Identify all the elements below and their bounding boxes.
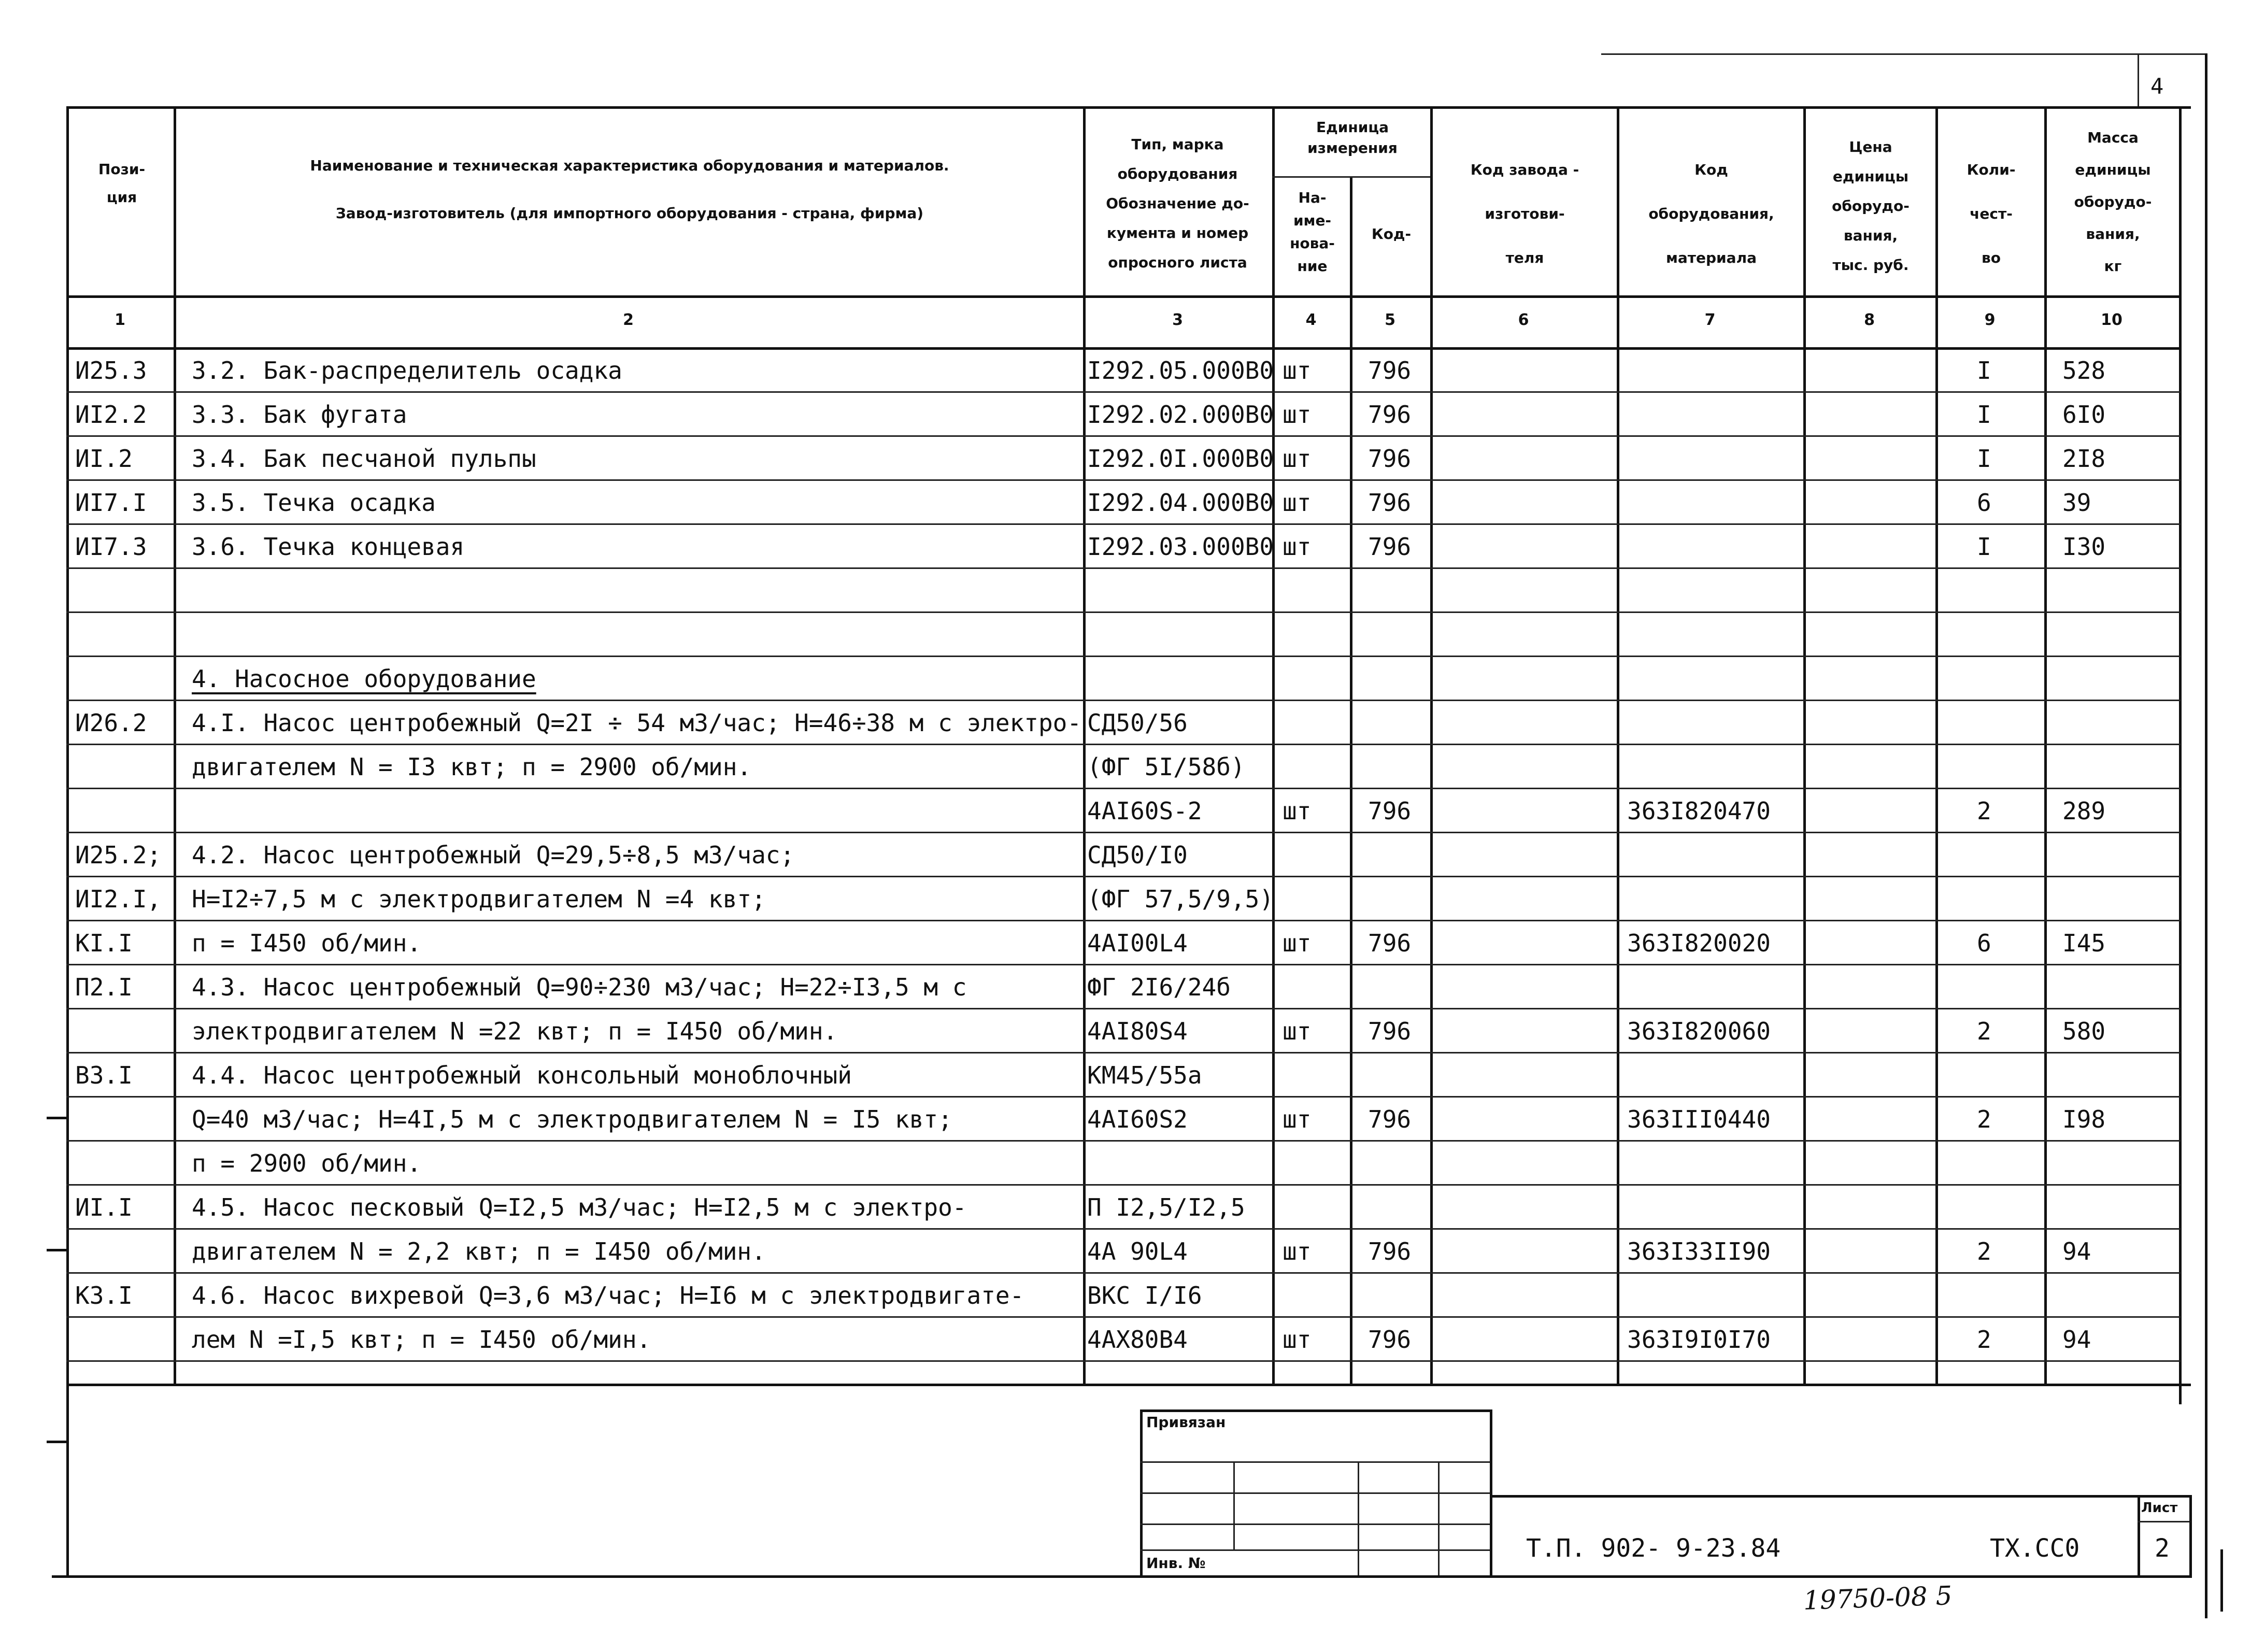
sheet-number: 2 xyxy=(2155,1534,2170,1563)
row-mass: 580 xyxy=(2062,1017,2106,1045)
row-line xyxy=(66,391,2181,393)
row-code: 796 xyxy=(1368,489,1412,517)
sheet-label: Лист xyxy=(2141,1500,2178,1516)
row-code: 796 xyxy=(1368,1017,1412,1045)
row-code: 796 xyxy=(1368,1105,1412,1133)
row-type: I292.05.000В0 xyxy=(1087,357,1274,384)
row-line xyxy=(66,611,2181,613)
row-line xyxy=(66,832,2181,833)
row-pos: ИI7.3 xyxy=(75,533,147,561)
row-line xyxy=(66,435,2181,437)
colnum-2: 2 xyxy=(623,311,634,329)
unit-group-line xyxy=(1272,176,1430,178)
stamp-top-line xyxy=(1140,1409,1492,1412)
row-line xyxy=(66,479,2181,481)
table-inner-right-line xyxy=(2179,106,2182,1404)
row-pos: ИI.2 xyxy=(75,445,133,473)
row-unit: шт xyxy=(1283,357,1312,384)
row-type: 4АI60S2 xyxy=(1087,1105,1188,1133)
stamp-col-line xyxy=(1438,1461,1440,1575)
colnum-3: 3 xyxy=(1172,311,1183,329)
header-type: Тип, марка оборудования Обозначение до- кумента и номер опросного листа xyxy=(1106,136,1249,271)
colnum-1: 1 xyxy=(115,311,125,329)
row-mass: 6I0 xyxy=(2062,401,2106,429)
header-bottom-line xyxy=(66,295,2181,298)
row-type: (ФГ 5I/58б) xyxy=(1087,753,1245,781)
row-line xyxy=(66,1184,2181,1186)
row-code: 796 xyxy=(1368,1326,1412,1354)
row-pos: КI.I xyxy=(75,929,133,957)
row-pos: И25.3 xyxy=(75,357,147,384)
colnum-4: 4 xyxy=(1305,311,1317,329)
table-top-line xyxy=(66,106,2191,109)
table-bottom-line xyxy=(66,1384,2191,1386)
row-qty: 6 xyxy=(1977,929,1991,957)
row-name: 3.3. Бак фугата xyxy=(192,401,407,429)
row-line xyxy=(66,1272,2181,1274)
row-type: П I2,5/I2,5 xyxy=(1087,1193,1245,1221)
row-qty: I xyxy=(1977,445,1991,473)
row-type: I292.02.000В0 xyxy=(1087,401,1274,429)
row-name: 3.6. Течка концевая xyxy=(192,533,465,561)
row-name: 4.3. Насос центробежный Q=90÷230 м3/час; Н=22÷I3,5 м с xyxy=(192,973,967,1001)
row-type: ВКС I/I6 xyxy=(1087,1281,1202,1309)
header-pos: Пози- ция xyxy=(98,161,146,206)
row-pos: ИI2.I, xyxy=(75,885,162,913)
col-line-4 xyxy=(1350,176,1352,1384)
row-pos: В3.I xyxy=(75,1061,133,1089)
stamp-row-line xyxy=(1140,1461,1490,1463)
row-type: 4АI60S-2 xyxy=(1087,797,1202,825)
row-name: двигателем N = I3 квт; п = 2900 об/мин. xyxy=(192,753,752,781)
row-code: 796 xyxy=(1368,1237,1412,1265)
colnum-7: 7 xyxy=(1704,311,1716,329)
row-name: двигателем N = 2,2 квт; п = I450 об/мин. xyxy=(192,1237,766,1265)
row-code: 796 xyxy=(1368,357,1412,384)
row-line xyxy=(66,1316,2181,1318)
row-eq: 363I820060 xyxy=(1627,1017,1771,1045)
inv-label: Инв. № xyxy=(1146,1555,1206,1572)
row-unit: шт xyxy=(1283,797,1312,825)
corner-box-line xyxy=(2138,53,2139,109)
row-line xyxy=(66,920,2181,921)
row-name: 4.I. Насос центробежный Q=2I ÷ 54 м3/час; Н=46÷38 м с электро- xyxy=(192,709,1082,737)
row-code: 796 xyxy=(1368,401,1412,429)
row-line xyxy=(66,523,2181,525)
row-name: п = I450 об/мин. xyxy=(192,929,422,957)
row-line xyxy=(66,1360,2181,1362)
row-pos: ИI2.2 xyxy=(75,401,147,429)
row-type: 4АI80S4 xyxy=(1087,1017,1188,1045)
row-qty: I xyxy=(1977,357,1991,384)
row-eq: 363I9I0I70 xyxy=(1627,1326,1771,1354)
row-type: СД50/56 xyxy=(1087,709,1188,737)
stamp-col-line xyxy=(1358,1461,1359,1575)
row-eq: 363I33II90 xyxy=(1627,1237,1771,1265)
row-name: 3.2. Бак-распределитель осадка xyxy=(192,357,622,384)
row-code: 796 xyxy=(1368,533,1412,561)
row-line xyxy=(66,788,2181,789)
row-unit: шт xyxy=(1283,445,1312,473)
row-unit: шт xyxy=(1283,1017,1312,1045)
margin-tick xyxy=(47,1117,66,1119)
header-name-line1: Наименование и техническая характеристика оборудования и материалов. xyxy=(310,157,949,174)
row-line xyxy=(66,1008,2181,1009)
right-frame-line xyxy=(2205,53,2207,1618)
stamp-divider-line xyxy=(1490,1409,1492,1575)
colnum-10: 10 xyxy=(2101,311,2122,329)
row-type: 4АХ80В4 xyxy=(1087,1326,1188,1354)
row-qty: 2 xyxy=(1977,1105,1991,1133)
colnum-8: 8 xyxy=(1864,311,1875,329)
row-qty: I xyxy=(1977,401,1991,429)
row-type: ФГ 2I6/24б xyxy=(1087,973,1231,1001)
colnum-9: 9 xyxy=(1984,311,1996,329)
header-unit-group: Единица измерения xyxy=(1307,119,1398,156)
row-line xyxy=(66,876,2181,877)
row-name: 4.4. Насос центробежный консольный моноблочный xyxy=(192,1061,852,1089)
header-unit-code: Код- xyxy=(1371,225,1412,243)
row-qty: 6 xyxy=(1977,489,1991,517)
top-frame-line xyxy=(1601,53,2205,55)
margin-tick xyxy=(47,1441,66,1443)
right-margin-mark xyxy=(2220,1549,2223,1612)
row-name: лем N =I,5 квт; п = I450 об/мин. xyxy=(192,1326,651,1354)
section-heading: 4. Насосное оборудование xyxy=(192,665,536,693)
row-pos: ИI7.I xyxy=(75,489,147,517)
doc-number: Т.П. 902- 9-23.84 xyxy=(1526,1534,1781,1563)
row-type: I292.04.000В0 xyxy=(1087,489,1274,517)
row-pos: К3.I xyxy=(75,1281,133,1309)
row-mass: 39 xyxy=(2062,489,2091,517)
row-line xyxy=(66,567,2181,569)
page-corner-number: 4 xyxy=(2150,74,2164,99)
row-qty: 2 xyxy=(1977,1017,1991,1045)
row-type: КМ45/55а xyxy=(1087,1061,1202,1089)
row-mass: 94 xyxy=(2062,1326,2091,1354)
row-line xyxy=(66,656,2181,657)
row-eq: 363I820020 xyxy=(1627,929,1771,957)
row-name: 3.4. Бак песчаной пульпы xyxy=(192,445,536,473)
sheet-box-line xyxy=(2138,1495,2140,1575)
row-name: 4.2. Насос центробежный Q=29,5÷8,5 м3/час; xyxy=(192,841,795,869)
privyazan-label: Привязан xyxy=(1146,1414,1226,1431)
row-line xyxy=(66,1096,2181,1098)
row-mass: 528 xyxy=(2062,357,2106,384)
row-unit: шт xyxy=(1283,401,1312,429)
row-type: СД50/I0 xyxy=(1087,841,1188,869)
header-equipment-code: Код оборудования, материала xyxy=(1648,161,1774,266)
header-factory-code: Код завода - изготови- теля xyxy=(1470,161,1579,266)
row-type: I292.03.000В0 xyxy=(1087,533,1274,561)
row-unit: шт xyxy=(1283,1237,1312,1265)
header-price: Цена единицы оборудо- вания, тыс. руб. xyxy=(1832,138,1910,274)
row-pos: И26.2 xyxy=(75,709,147,737)
row-pos: И25.2; xyxy=(75,841,162,869)
row-name: Q=40 м3/час; Н=4I,5 м с электродвигателем N = I5 квт; xyxy=(192,1105,952,1133)
row-type: 4АI00L4 xyxy=(1087,929,1188,957)
row-unit: шт xyxy=(1283,489,1312,517)
row-name: электродвигателем N =22 квт; п = I450 об/мин. xyxy=(192,1017,838,1045)
row-pos: П2.I xyxy=(75,973,133,1001)
row-name: Н=I2÷7,5 м с электродвигателем N =4 квт; xyxy=(192,885,766,913)
row-qty: 2 xyxy=(1977,1237,1991,1265)
row-unit: шт xyxy=(1283,533,1312,561)
header-unit-name: На- име- нова- ние xyxy=(1290,189,1335,275)
row-name: 4.5. Насос песковый Q=I2,5 м3/час; Н=I2,5 м с электро- xyxy=(192,1193,967,1221)
footer-handwritten-number: 19750-08 5 xyxy=(1803,1580,1953,1616)
stamp-row-line xyxy=(1140,1549,1490,1551)
row-mass: 289 xyxy=(2062,797,2106,825)
margin-tick xyxy=(47,1249,66,1251)
row-code: 796 xyxy=(1368,929,1412,957)
header-mass: Масса единицы оборудо- вания, кг xyxy=(2074,129,2152,275)
row-line xyxy=(66,1140,2181,1142)
colnum-5: 5 xyxy=(1385,311,1395,329)
stamp-main-line xyxy=(1490,1495,2189,1498)
row-code: 796 xyxy=(1368,445,1412,473)
sheet-box-divider xyxy=(2138,1521,2189,1522)
row-name: п = 2900 об/мин. xyxy=(192,1149,422,1177)
row-mass: 2I8 xyxy=(2062,445,2106,473)
sheet-box-right-line xyxy=(2189,1495,2192,1575)
row-eq: 363I820470 xyxy=(1627,797,1771,825)
row-pos: ИI.I xyxy=(75,1193,133,1221)
row-unit: шт xyxy=(1283,1326,1312,1354)
stamp-row-line xyxy=(1140,1492,1490,1494)
row-code: 796 xyxy=(1368,797,1412,825)
stamp-row-line xyxy=(1140,1523,1490,1525)
row-line xyxy=(66,744,2181,745)
colnum-6: 6 xyxy=(1518,311,1529,329)
row-mass: 94 xyxy=(2062,1237,2091,1265)
row-line xyxy=(66,1052,2181,1053)
row-mass: I30 xyxy=(2062,533,2106,561)
row-mass: I45 xyxy=(2062,929,2106,957)
row-unit: шт xyxy=(1283,929,1312,957)
row-unit: шт xyxy=(1283,1105,1312,1133)
header-name-line2: Завод-изготовитель (для импортного оборудования - страна, фирма) xyxy=(335,205,924,222)
stamp-col-line xyxy=(1233,1461,1235,1549)
row-name: 4.6. Насос вихревой Q=3,6 м3/час; Н=I6 м с электродвигате- xyxy=(192,1281,1024,1309)
row-mass: I98 xyxy=(2062,1105,2106,1133)
row-type: 4А 90L4 xyxy=(1087,1237,1188,1265)
row-qty: I xyxy=(1977,533,1991,561)
row-qty: 2 xyxy=(1977,1326,1991,1354)
row-name: 3.5. Течка осадка xyxy=(192,489,436,517)
row-type: I292.0I.000В0 xyxy=(1087,445,1274,473)
row-line xyxy=(66,964,2181,965)
sheet-bottom-line xyxy=(52,1575,2192,1578)
row-line xyxy=(66,700,2181,701)
colnum-bottom-line xyxy=(66,347,2181,350)
row-line xyxy=(66,1228,2181,1230)
header-qty: Коли- чест- во xyxy=(1967,161,2016,266)
row-eq: 363III0440 xyxy=(1627,1105,1771,1133)
row-type: (ФГ 57,5/9,5) xyxy=(1087,885,1274,913)
row-qty: 2 xyxy=(1977,797,1991,825)
doc-mark: ТХ.СС0 xyxy=(1990,1534,2080,1563)
